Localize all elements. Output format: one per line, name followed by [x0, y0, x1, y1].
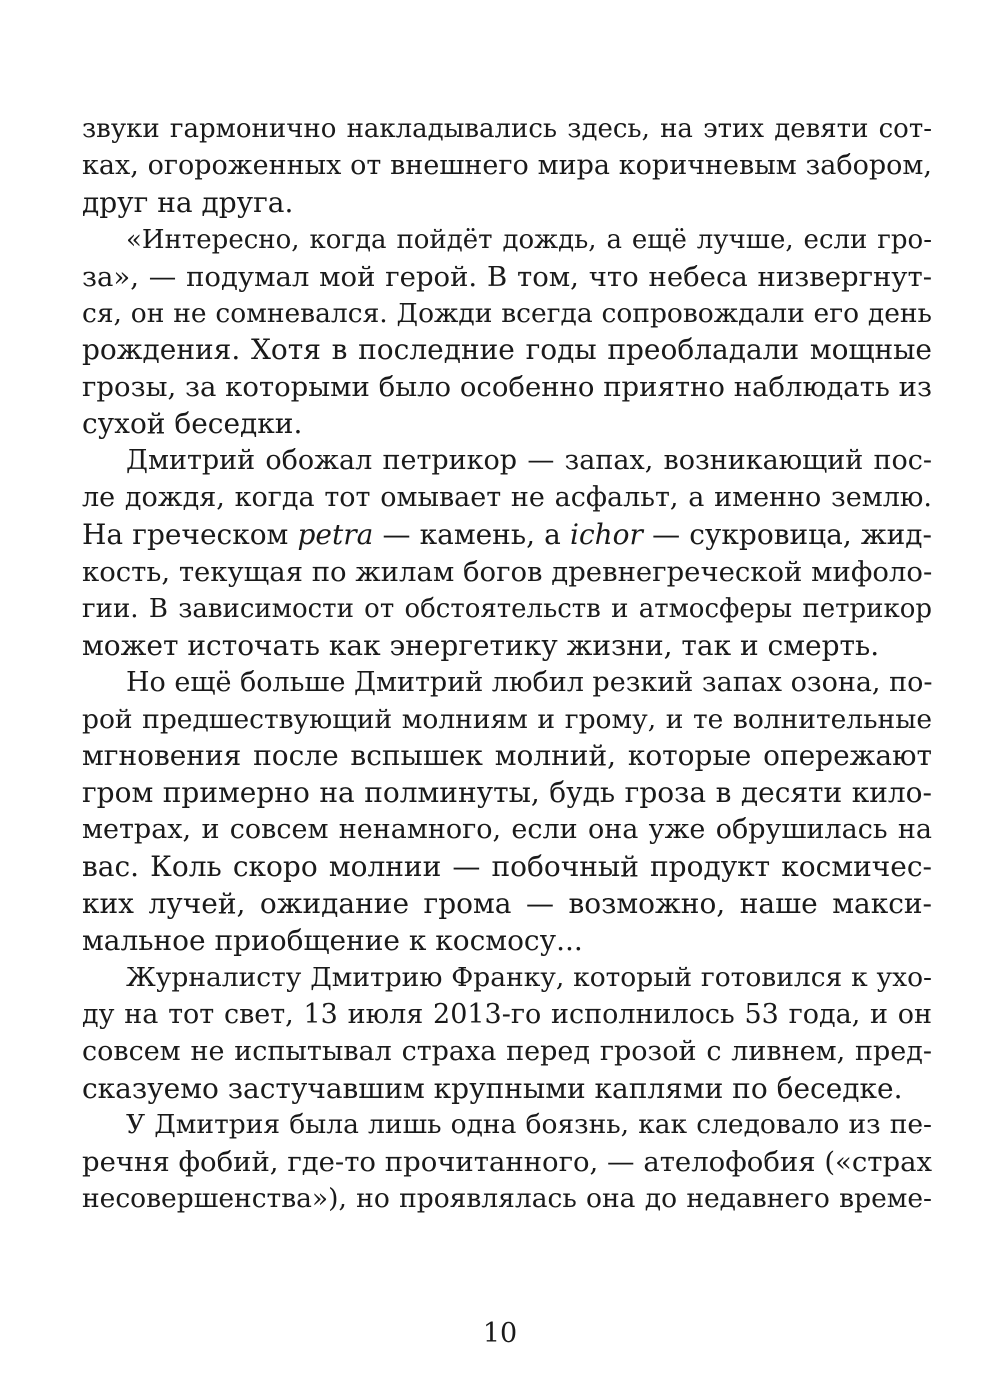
text-line: может источать как энергетику жизни, так и смерть. — [82, 628, 880, 662]
text-line: гии. В зависимости от обстоятельств и атмосферы петрикор — [82, 593, 932, 624]
text-line: речня фобий, где-то прочитанного, — ателофобия («страх — [82, 1146, 932, 1179]
page-text — [82, 111, 932, 1218]
text-line: грозы, за которыми было особенно приятно наблюдать из — [82, 371, 932, 404]
text-line: Но ещё больше Дмитрий любил резкий запах озона, по- — [126, 666, 933, 698]
text-line: метрах, и совсем ненамного, если она уже обрушилась на — [82, 814, 932, 846]
italic-term: ichor — [570, 517, 643, 551]
paragraph — [82, 222, 932, 443]
text-line: мгновения после вспышек молний, которые опережают — [82, 739, 932, 773]
text-line: ду на тот свет, 13 июля 2013-го исполнилось 53 года, и он — [82, 998, 932, 1030]
text-line: ках, огороженных от внешнего мира коричневым забором, — [82, 149, 932, 181]
paragraph — [82, 665, 932, 960]
text-line: ких лучей, ожидание грома — возможно, наше макси- — [82, 887, 932, 921]
paragraph-continued — [82, 111, 932, 222]
text-line: звуки гармонично накладывались здесь, на этих девяти сот- — [82, 114, 932, 144]
text-line: гром примерно на полминуты, будь гроза в десяти кило- — [82, 776, 932, 810]
text-line: На греческом petra — камень, а ichor — сукровица, жид- — [82, 517, 932, 551]
text-line: ся, он не сомневался. Дожди всегда сопровождали его день — [82, 297, 932, 329]
text-line: несовершенства»), но проявлялась она до недавнего време- — [82, 1183, 932, 1215]
page-number: 10 — [482, 1318, 518, 1349]
text-line: «Интересно, когда пойдёт дождь, а ещё лучше, если гро- — [126, 224, 932, 255]
text-line: рождения. Хотя в последние годы преобладали мощные — [82, 333, 932, 367]
text-line: ле дождя, когда тот омывает не асфальт, а именно землю. — [82, 482, 932, 514]
text-line: кость, текущая по жилам богов древнегреческой мифоло- — [82, 555, 933, 588]
text-line: друг на друга. — [82, 185, 294, 219]
text-line: за», — подумал мой герой. В том, что небеса низвергнут- — [82, 260, 932, 293]
text-line: совсем не испытывал страха перед грозой с ливнем, пред- — [82, 1035, 932, 1067]
text-line: сказуемо застучавшим крупными каплями по беседке. — [82, 1071, 903, 1105]
paragraph — [82, 960, 932, 1108]
text-line: сухой беседки. — [82, 407, 303, 441]
text-line: Дмитрий обожал петрикор — запах, возникающий пос- — [126, 445, 932, 477]
text-line: мальное приобщение к космосу... — [82, 923, 583, 957]
text-line: вас. Коль скоро молнии — побочный продукт космичес- — [82, 850, 932, 884]
text-line: рой предшествующий молниям и грому, и те волнительные — [82, 703, 932, 735]
italic-term: petra — [297, 517, 374, 551]
paragraph — [82, 1107, 932, 1218]
paragraph — [82, 443, 932, 664]
text-line: Журналисту Дмитрию Франку, который готовился к ухо- — [126, 961, 932, 993]
text-line: У Дмитрия была лишь одна боязнь, как следовало из пе- — [126, 1109, 932, 1141]
